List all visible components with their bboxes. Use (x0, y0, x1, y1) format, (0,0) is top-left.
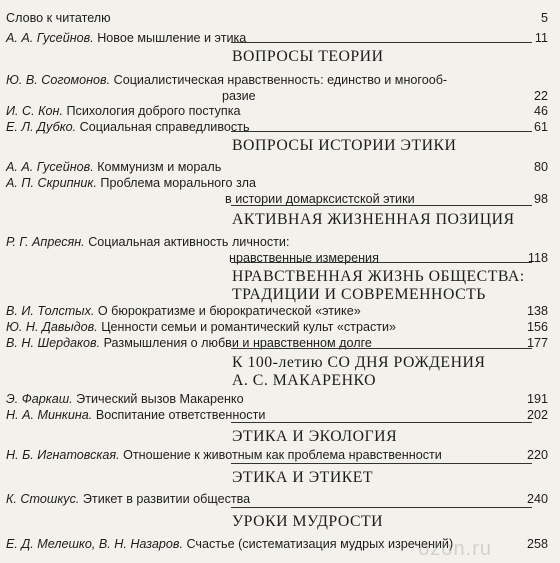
page-number: 80 (533, 160, 548, 174)
entry-author: Е. Д. Мелешко, В. Н. Назаров. (6, 537, 183, 551)
watermark: ozon.ru (418, 538, 492, 560)
entry-title: Размышления о любви и нравственном долге (103, 336, 372, 350)
toc-entry (0, 175, 560, 191)
entry-title: О бюрократизме и бюрократической «этике» (97, 304, 361, 318)
page-number: 61 (533, 120, 548, 134)
entry-title: Проблема морального зла (100, 176, 256, 190)
page-number: 5 (540, 11, 548, 25)
toc-entry (0, 407, 560, 423)
page-number: 240 (526, 492, 548, 506)
toc-entry (0, 303, 560, 319)
entry-author: А. П. Скрипник. (6, 176, 97, 190)
entry-author: А. А. Гусейнов. (6, 31, 94, 45)
entry-author: Н. А. Минкина. (6, 408, 93, 422)
entry-author: Р. Г. Апресян. (6, 235, 85, 249)
toc-entry (0, 119, 560, 135)
toc-entry (0, 30, 560, 46)
entry-title: Отношение к животным как проблема нравственности (123, 448, 442, 462)
section-divider (231, 348, 532, 349)
toc-entry (0, 319, 560, 335)
page-number: 138 (526, 304, 548, 318)
page-number: 46 (533, 104, 548, 118)
toc-entry (0, 103, 560, 119)
toc-entry (0, 447, 560, 463)
page-number: 118 (527, 251, 548, 265)
section-divider (231, 205, 532, 206)
entry-author: Н. Б. Игнатовская. (6, 448, 120, 462)
section-divider (231, 42, 532, 43)
entry-author: В. И. Толстых. (6, 304, 95, 318)
toc-entry (0, 72, 560, 88)
section-heading: К 100-летию СО ДНЯ РОЖДЕНИЯ (232, 354, 486, 371)
toc-entry (0, 250, 560, 266)
entry-title: Психология доброго поступка (66, 104, 241, 118)
section-heading: АКТИВНАЯ ЖИЗНЕННАЯ ПОЗИЦИЯ (232, 211, 515, 228)
page-number: 11 (534, 31, 548, 45)
entry-title: Этикет в развитии общества (82, 492, 251, 506)
entry-title: Ценности семьи и романтический культ «страсти» (101, 320, 397, 334)
entry-title: Этический вызов Макаренко (76, 392, 244, 406)
section-heading: ТРАДИЦИИ И СОВРЕМЕННОСТЬ (232, 286, 486, 303)
entry-title: разие (222, 89, 256, 103)
entry-title: Социальная активность личности: (88, 235, 290, 249)
section-divider (231, 463, 532, 464)
entry-title: в истории домарксистской этики (225, 192, 415, 206)
entry-title: Новое мышление и этика (97, 31, 247, 45)
toc-entry (0, 88, 560, 104)
page-number: 22 (533, 89, 548, 103)
entry-author: А. А. Гусейнов. (6, 160, 94, 174)
section-divider (231, 131, 532, 132)
entry-author: Ю. Н. Давыдов. (6, 320, 98, 334)
page-number: 258 (526, 537, 548, 551)
toc-entry (0, 159, 560, 175)
entry-author: Е. Л. Дубко. (6, 120, 77, 134)
toc-entry (0, 234, 560, 250)
page-number: 177 (526, 336, 548, 350)
section-heading: ВОПРОСЫ ТЕОРИИ (232, 48, 384, 65)
entry-author: К. Стошкус. (6, 492, 80, 506)
toc-entry (0, 391, 560, 407)
entry-title: Коммунизм и мораль (97, 160, 222, 174)
page-number: 98 (533, 192, 548, 206)
entry-author: В. Н. Шердаков. (6, 336, 101, 350)
toc-entry (0, 10, 560, 26)
page-number: 202 (526, 408, 548, 422)
entry-author: И. С. Кон. (6, 104, 63, 118)
section-divider (231, 507, 532, 508)
entry-title: нравственные измерения (229, 251, 379, 265)
entry-author: Ю. В. Согомонов. (6, 73, 111, 87)
section-divider (231, 422, 532, 423)
entry-title: Социальная справедливость (79, 120, 250, 134)
section-divider (231, 262, 532, 263)
entry-title: Воспитание ответственности (95, 408, 266, 422)
toc-entry (0, 491, 560, 507)
section-heading: НРАВСТВЕННАЯ ЖИЗНЬ ОБЩЕСТВА: (232, 268, 525, 285)
section-heading: ЭТИКА И ЭКОЛОГИЯ (232, 428, 398, 445)
section-heading: ЭТИКА И ЭТИКЕТ (232, 469, 374, 486)
section-heading: ВОПРОСЫ ИСТОРИИ ЭТИКИ (232, 137, 457, 154)
entry-title: Слово к читателю (6, 11, 111, 25)
section-heading: А. С. МАКАРЕНКО (232, 372, 377, 389)
page-number: 191 (526, 392, 548, 406)
entry-author: Э. Фаркаш. (6, 392, 73, 406)
page-number: 220 (526, 448, 548, 462)
page-number: 156 (526, 320, 548, 334)
entry-title: Социалистическая нравственность: единство и многооб- (113, 73, 448, 87)
section-heading: УРОКИ МУДРОСТИ (232, 513, 384, 530)
entry-title: Счастье (систематизация мудрых изречений) (186, 537, 454, 551)
